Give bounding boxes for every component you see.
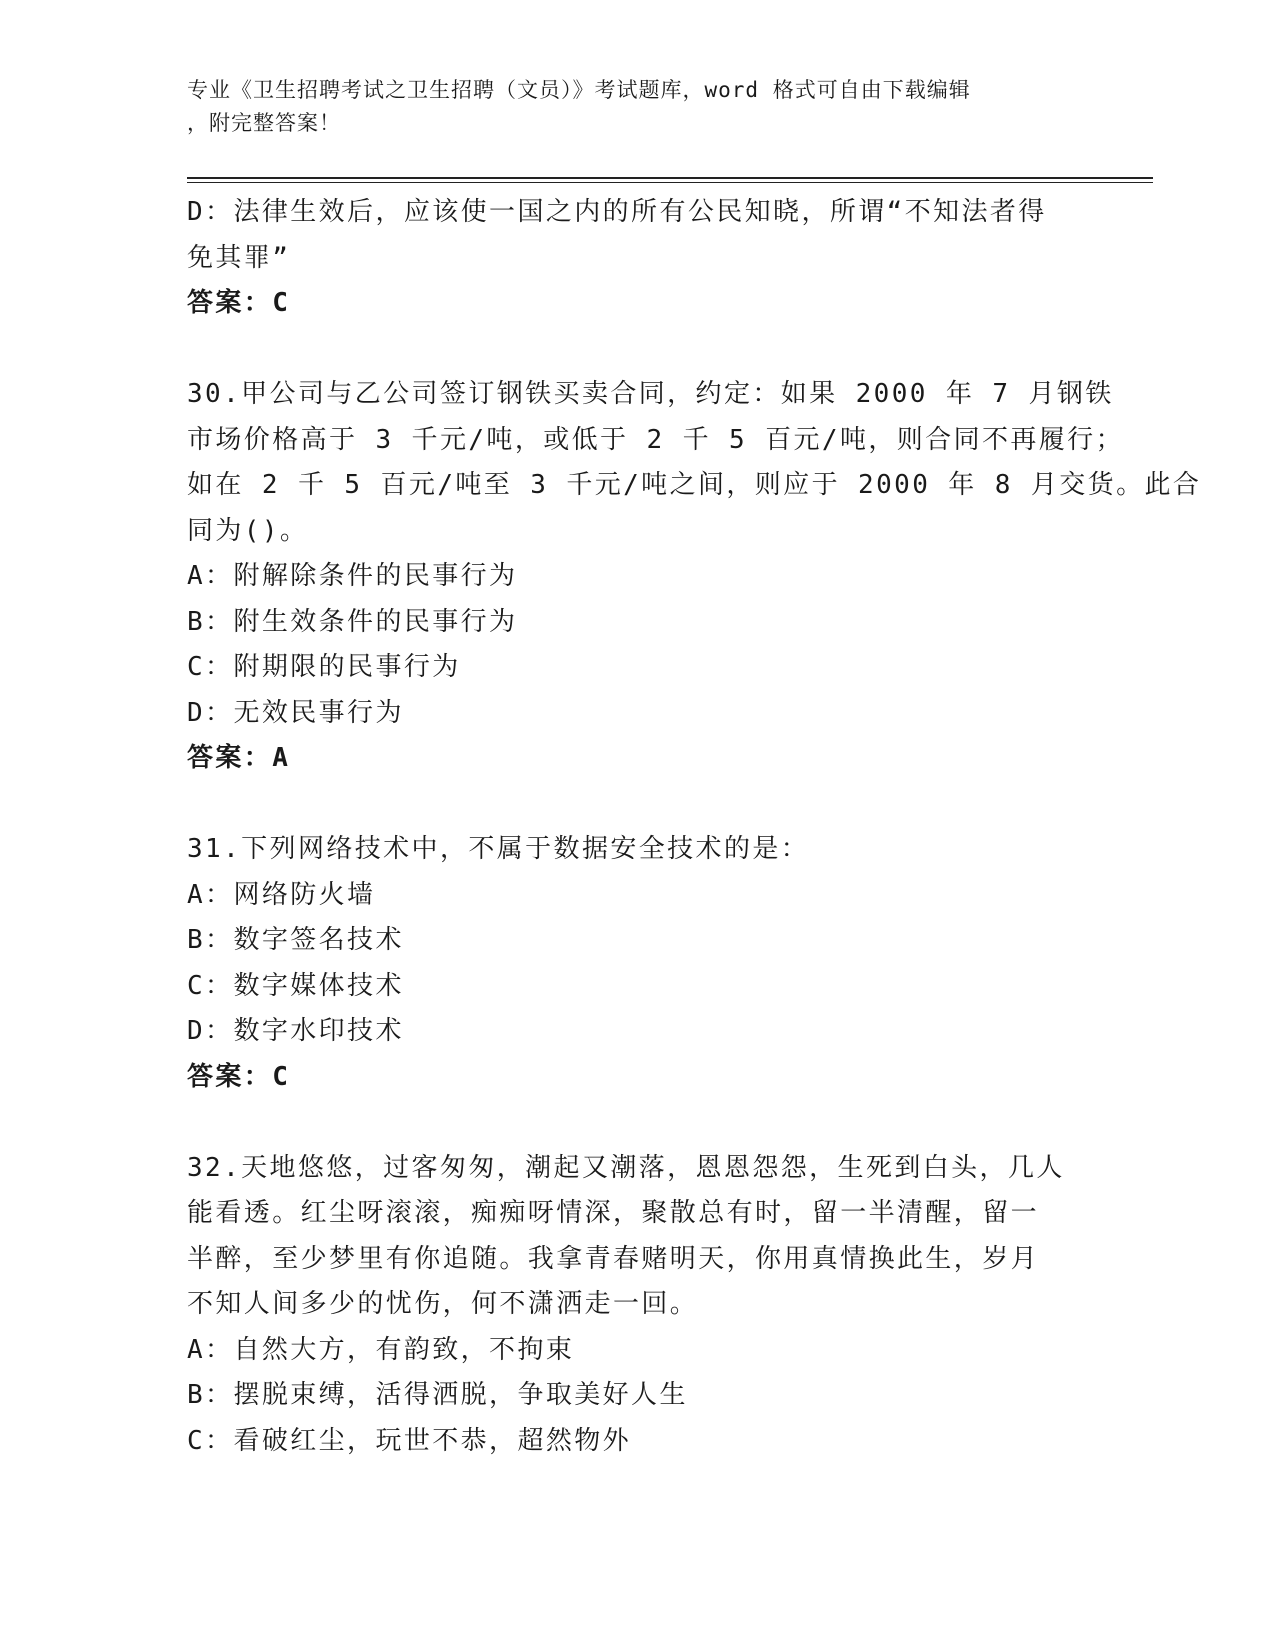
question-stem: 32.天地悠悠，过客匆匆，潮起又潮落，恩恩怨怨，生死到白头，几人 [187,1152,1065,1183]
spacer [187,327,1107,373]
option-a: A：自然大方，有韵致，不拘束 [187,1334,575,1365]
header-title-line-2: ，附完整答案！ [187,111,341,135]
option-b: B：摆脱束缚，活得洒脱，争取美好人生 [187,1380,688,1410]
option-d: D：数字水印技术 [187,1016,404,1046]
question-stem: 能看透。红尘呀滚滚，痴痴呀情深，聚散总有时，留一半清醒，留一 [187,1198,1040,1228]
document-body [187,190,1202,1464]
option-c: C：看破红尘，玩世不恭，超然物外 [187,1425,632,1456]
option-a: A：附解除条件的民事行为 [187,561,518,591]
option-c: C：数字媒体技术 [187,970,404,1001]
page-header [187,74,1067,140]
option-d: D：法律生效后，应该使一国之内的所有公民知晓，所谓“不知法者得 [187,197,1047,227]
answer: 答案：C [187,1061,291,1092]
option-c: C：附期限的民事行为 [187,652,461,682]
answer: 答案：A [187,743,291,773]
question-stem: 市场价格高于 3 千元/吨，或低于 2 千 5 百元/吨，则合同不再履行； [187,424,1124,455]
question-stem: 不知人间多少的忧伤，何不潇洒走一回。 [187,1289,699,1319]
option-a: A：网络防火墙 [187,879,376,910]
option-d-continued: 免其罪” [187,242,291,273]
header-title-line: 专业《卫生招聘考试之卫生招聘（文员）》考试题库，word 格式可自由下载编辑 [187,78,971,102]
question-stem: 同为()。 [187,515,309,546]
option-b: B：附生效条件的民事行为 [187,606,518,637]
question-stem: 如在 2 千 5 百元/吨至 3 千元/吨之间，则应于 2000 年 8 月交货。此合 [187,470,1202,500]
answer: 答案：C [187,288,291,318]
header-divider-thin [187,182,1153,183]
question-stem: 30.甲公司与乙公司签订钢铁买卖合同，约定：如果 2000 年 7 月钢铁 [187,379,1114,409]
header-divider [187,177,1153,179]
question-stem: 31.下列网络技术中，不属于数据安全技术的是： [187,834,810,864]
spacer [187,782,1107,828]
question-stem: 半醉，至少梦里有你追随。我拿青春赌明天，你用真情换此生，岁月 [187,1243,1040,1274]
option-b: B：数字签名技术 [187,925,404,955]
option-d: D：无效民事行为 [187,697,404,728]
spacer [187,1100,1107,1146]
